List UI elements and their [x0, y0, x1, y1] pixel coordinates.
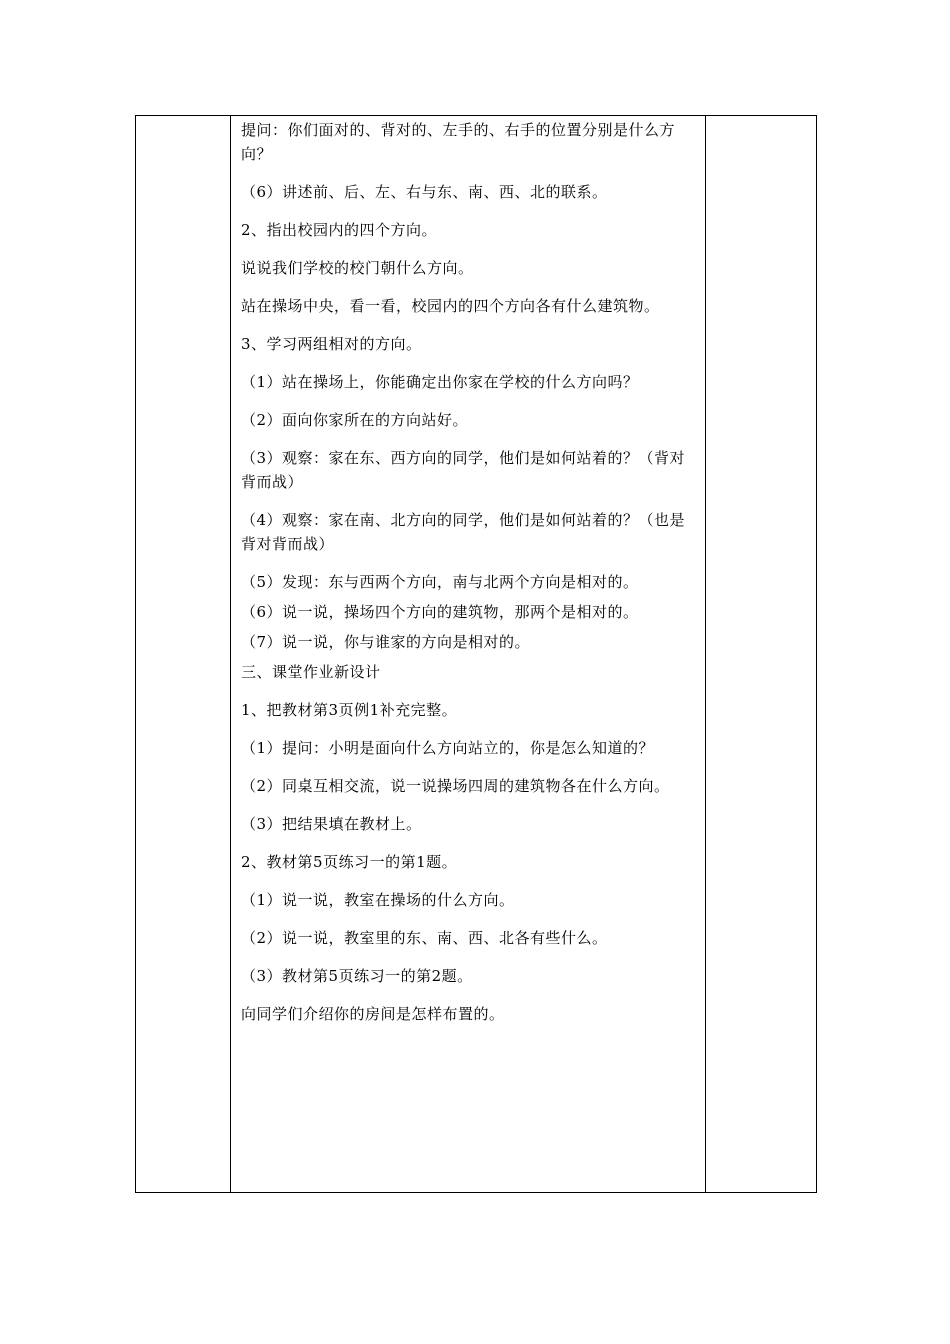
left-column-cell — [136, 116, 231, 1193]
task-2-step-2: （2）说一说，教室里的东、南、西、北各有些什么。 — [241, 929, 608, 947]
task-1-step-3: （3）把结果填在教材上。 — [241, 815, 422, 833]
step-6-relation: （6）讲述前、后、左、右与东、南、西、北的联系。 — [241, 183, 608, 201]
question-directions: 提问：你们面对的、背对的、左手的、右手的位置分别是什么方向？ — [241, 121, 676, 163]
step-4-south-north: （4）观察：家在南、北方向的同学，他们是如何站着的？（也是背对背而战） — [241, 511, 686, 553]
lesson-plan-table — [135, 115, 817, 1193]
step-6-buildings: （6）说一说，操场四个方向的建筑物，那两个是相对的。 — [241, 603, 639, 621]
right-column-cell — [706, 116, 817, 1193]
playground-observe: 站在操场中央，看一看，校园内的四个方向各有什么建筑物。 — [241, 297, 660, 315]
main-content-cell — [231, 116, 706, 1193]
step-5-discover: （5）发现：东与西两个方向，南与北两个方向是相对的。 — [241, 573, 639, 591]
step-7-opposite-home: （7）说一说，你与谁家的方向是相对的。 — [241, 633, 531, 651]
task-2-step-3: （3）教材第5页练习一的第2题。 — [241, 967, 473, 985]
school-gate-question: 说说我们学校的校门朝什么方向。 — [241, 259, 474, 277]
step-1-home-direction: （1）站在操场上，你能确定出你家在学校的什么方向吗？ — [241, 373, 639, 391]
section-2-heading: 2、指出校园内的四个方向。 — [241, 221, 438, 239]
task-1-step-2: （2）同桌互相交流，说一说操场四周的建筑物各在什么方向。 — [241, 777, 670, 795]
introduce-room: 向同学们介绍你的房间是怎样布置的。 — [241, 1005, 505, 1023]
lesson-text — [231, 116, 705, 1026]
task-1-heading: 1、把教材第3页例1补充完整。 — [241, 701, 458, 719]
part-3-heading: 三、课堂作业新设计 — [241, 663, 381, 681]
section-3-heading: 3、学习两组相对的方向。 — [241, 335, 422, 353]
task-2-heading: 2、教材第5页练习一的第1题。 — [241, 853, 458, 871]
task-1-step-1: （1）提问：小明是面向什么方向站立的，你是怎么知道的？ — [241, 739, 655, 757]
table-row — [136, 116, 817, 1193]
step-2-face-home: （2）面向你家所在的方向站好。 — [241, 411, 469, 429]
step-3-east-west: （3）观察：家在东、西方向的同学，他们是如何站着的？（背对背而战） — [241, 449, 686, 491]
task-2-step-1: （1）说一说，教室在操场的什么方向。 — [241, 891, 515, 909]
